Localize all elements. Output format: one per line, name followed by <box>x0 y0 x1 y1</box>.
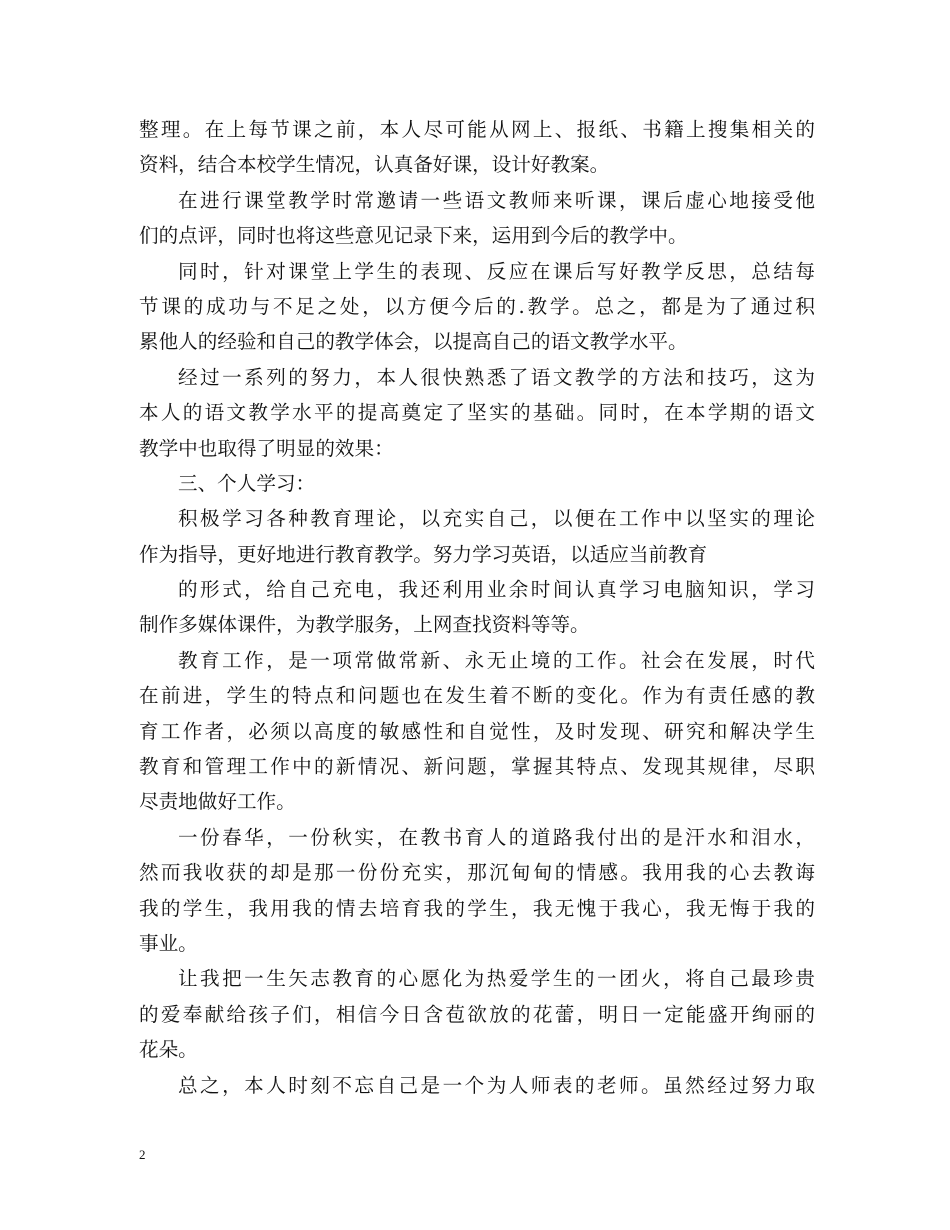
text-line: 我的学生，我用我的情去培育我的学生，我无愧于我心，我无悔于我的 <box>139 896 815 920</box>
text-line: 教学中也取得了明显的效果： <box>139 436 394 460</box>
text-line: 花朵。 <box>139 1038 198 1062</box>
text-line: 事业。 <box>139 931 198 955</box>
text-line: 在进行课堂教学时常邀请一些语文教师来听课，课后虚心地接受他 <box>178 188 815 212</box>
text-line: 育工作者，必须以高度的敏感性和自觉性，及时发现、研究和解决学生 <box>139 719 815 743</box>
text-line: 节课的成功与不足之处，以方便今后的.教学。总之，都是为了通过积 <box>139 294 815 318</box>
text-line: 整理。在上每节课之前，本人尽可能从网上、报纸、书籍上搜集相关的 <box>139 118 815 141</box>
text-line: 尽责地做好工作。 <box>139 790 296 814</box>
text-line: 累他人的经验和自己的教学体会，以提高自己的语文教学水平。 <box>139 330 688 354</box>
text-line: 们的点评，同时也将这些意见记录下来，运用到今后的教学中。 <box>139 224 688 248</box>
text-line: 教育和管理工作中的新情况、新问题，掌握其特点、发现其规律，尽职 <box>139 755 815 779</box>
text-line: 同时，针对课堂上学生的表现、反应在课后写好教学反思，总结每 <box>178 259 815 283</box>
text-line: 制作多媒体课件，为教学服务，上网查找资料等等。 <box>139 613 590 637</box>
text-line: 资料，结合本校学生情况，认真备好课，设计好教案。 <box>139 153 610 177</box>
text-line: 教育工作，是一项常做常新、永无止境的工作。社会在发展，时代 <box>178 648 815 672</box>
text-line: 积极学习各种教育理论，以充实自己，以便在工作中以坚实的理论 <box>178 507 815 531</box>
text-line: 本人的语文教学水平的提高奠定了坚实的基础。同时，在本学期的语文 <box>139 401 815 425</box>
page-number: 2 <box>139 1147 146 1162</box>
text-line: 一份春华，一份秋实，在教书育人的道路我付出的是汗水和泪水， <box>178 825 815 849</box>
document-body <box>139 112 815 1103</box>
text-line: 三、个人学习： <box>178 471 316 495</box>
text-line: 的形式，给自己充电，我还利用业余时间认真学习电脑知识，学习 <box>178 578 815 602</box>
text-line: 然而我收获的却是那一份份充实，那沉甸甸的情感。我用我的心去教诲 <box>139 861 815 885</box>
text-line: 总之，本人时刻不忘自己是一个为人师表的老师。虽然经过努力取 <box>178 1073 815 1097</box>
text-line: 让我把一生矢志教育的心愿化为热爱学生的一团火，将自己最珍贵 <box>178 967 815 991</box>
text-line: 在前进，学生的特点和问题也在发生着不断的变化。作为有责任感的教 <box>139 684 815 708</box>
text-line: 经过一系列的努力，本人很快熟悉了语文教学的方法和技巧，这为 <box>178 365 815 389</box>
text-line: 的爱奉献给孩子们，相信今日含苞欲放的花蕾，明日一定能盛开绚丽的 <box>139 1002 815 1026</box>
text-line: 作为指导，更好地进行教育教学。努力学习英语，以适应当前教育 <box>139 542 708 566</box>
